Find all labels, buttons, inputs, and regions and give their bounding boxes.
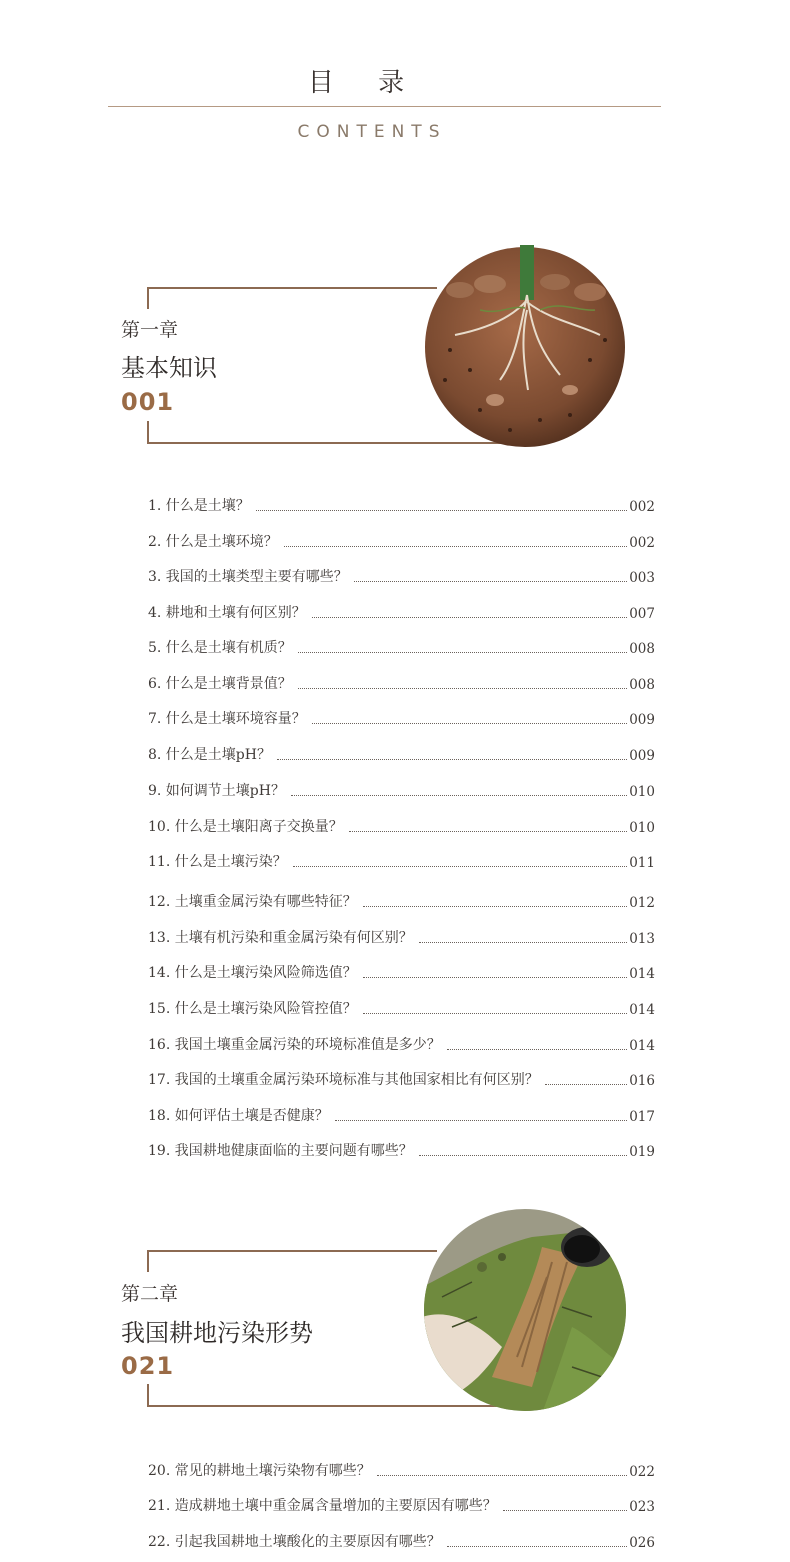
toc-entry-title: 20. 常见的耕地土壤污染物有哪些？ bbox=[148, 1463, 371, 1479]
toc-entry-page: 016 bbox=[629, 1073, 655, 1089]
toc-entry-title: 10. 什么是土壤阳离子交换量？ bbox=[148, 819, 343, 835]
toc-entry[interactable] bbox=[148, 891, 655, 911]
toc-entry[interactable] bbox=[148, 673, 655, 693]
toc-entry-title: 1. 什么是土壤？ bbox=[148, 498, 250, 514]
toc-entry[interactable] bbox=[148, 637, 655, 657]
toc-entry-title: 16. 我国土壤重金属污染的环境标准值是多少？ bbox=[148, 1037, 441, 1053]
chapter-1-name: 基本知识 bbox=[121, 354, 217, 382]
chapter-2-bracket-lower bbox=[147, 1384, 149, 1406]
leader-dots bbox=[291, 795, 627, 796]
toc-entry[interactable] bbox=[148, 1531, 655, 1551]
chapter-2-label: 第二章 bbox=[121, 1283, 179, 1305]
toc-entry-page: 026 bbox=[629, 1535, 655, 1551]
toc-entry-page: 011 bbox=[629, 855, 655, 871]
chapter-2-name: 我国耕地污染形势 bbox=[121, 1319, 313, 1347]
toc-entry[interactable] bbox=[148, 998, 655, 1018]
leader-dots bbox=[256, 510, 627, 511]
toc-entry-title: 5. 什么是土壤有机质？ bbox=[148, 640, 292, 656]
chapter-1-bracket-top bbox=[147, 287, 437, 289]
toc-entry-title: 19. 我国耕地健康面临的主要问题有哪些？ bbox=[148, 1143, 413, 1159]
toc-entry-title: 3. 我国的土壤类型主要有哪些？ bbox=[148, 569, 348, 585]
leader-dots bbox=[419, 1155, 628, 1156]
chapter-1-bracket-upper bbox=[147, 287, 149, 309]
toc-entry[interactable] bbox=[148, 1460, 655, 1480]
toc-entry-title: 21. 造成耕地土壤中重金属含量增加的主要原因有哪些？ bbox=[148, 1498, 497, 1514]
chapter-1-page[interactable]: 001 bbox=[121, 388, 175, 416]
toc-entry-page: 008 bbox=[629, 677, 655, 693]
toc-entry-page: 009 bbox=[629, 748, 655, 764]
toc-entry-page: 014 bbox=[629, 1002, 655, 1018]
toc-entry-title: 11. 什么是土壤污染？ bbox=[148, 854, 287, 870]
leader-dots bbox=[335, 1120, 628, 1121]
chapter-2-page[interactable]: 021 bbox=[121, 1352, 175, 1380]
toc-entry-page: 003 bbox=[629, 570, 655, 586]
toc-entry-page: 010 bbox=[629, 784, 655, 800]
leader-dots bbox=[545, 1084, 628, 1085]
toc-entry-title: 22. 引起我国耕地土壤酸化的主要原因有哪些？ bbox=[148, 1534, 441, 1550]
toc-entry-page: 014 bbox=[629, 1038, 655, 1054]
leader-dots bbox=[293, 866, 628, 867]
toc-entry[interactable] bbox=[148, 1140, 655, 1160]
toc-entry-title: 4. 耕地和土壤有何区别？ bbox=[148, 605, 306, 621]
leader-dots bbox=[277, 759, 627, 760]
toc-entry-page: 017 bbox=[629, 1109, 655, 1125]
leader-dots bbox=[298, 652, 627, 653]
toc-entry-title: 17. 我国的土壤重金属污染环境标准与其他国家相比有何区别？ bbox=[148, 1072, 539, 1088]
leader-dots bbox=[312, 617, 627, 618]
toc-entry-page: 002 bbox=[629, 535, 655, 551]
toc-entry-page: 007 bbox=[629, 606, 655, 622]
leader-dots bbox=[447, 1049, 628, 1050]
contents-subtitle: CONTENTS bbox=[297, 122, 447, 142]
toc-entry[interactable] bbox=[148, 851, 655, 871]
toc-entry-page: 013 bbox=[629, 931, 655, 947]
leader-dots bbox=[503, 1510, 628, 1511]
toc-entry-title: 13. 土壤有机污染和重金属污染有何区别？ bbox=[148, 930, 413, 946]
toc-entry-page: 014 bbox=[629, 966, 655, 982]
leader-dots bbox=[363, 1013, 628, 1014]
toc-entry[interactable] bbox=[148, 816, 655, 836]
chapter-2-bracket-upper bbox=[147, 1250, 149, 1272]
toc-entry[interactable] bbox=[148, 780, 655, 800]
toc-entry[interactable] bbox=[148, 708, 655, 728]
toc-entry-page: 008 bbox=[629, 641, 655, 657]
toc-entry-page: 009 bbox=[629, 712, 655, 728]
toc-entry-title: 9. 如何调节土壤pH？ bbox=[148, 783, 285, 799]
toc-entry[interactable] bbox=[148, 962, 655, 982]
leader-dots bbox=[354, 581, 627, 582]
toc-entry-page: 012 bbox=[629, 895, 655, 911]
toc-entry-title: 12. 土壤重金属污染有哪些特征？ bbox=[148, 894, 357, 910]
toc-entry[interactable] bbox=[148, 927, 655, 947]
polluted-outflow-pipe-icon bbox=[422, 1207, 628, 1413]
toc-entry-title: 18. 如何评估土壤是否健康？ bbox=[148, 1108, 329, 1124]
toc-entry[interactable] bbox=[148, 744, 655, 764]
chapter-1-label: 第一章 bbox=[121, 319, 179, 341]
leader-dots bbox=[298, 688, 627, 689]
toc-entry[interactable] bbox=[148, 495, 655, 515]
toc-entry-title: 15. 什么是土壤污染风险管控值？ bbox=[148, 1001, 357, 1017]
toc-entry-title: 8. 什么是土壤pH？ bbox=[148, 747, 271, 763]
toc-entry-page: 010 bbox=[629, 820, 655, 836]
leader-dots bbox=[419, 942, 628, 943]
page-title: 目 录 bbox=[307, 68, 423, 98]
soil-with-roots-icon bbox=[420, 240, 630, 450]
toc-entry-title: 14. 什么是土壤污染风险筛选值？ bbox=[148, 965, 357, 981]
leader-dots bbox=[363, 906, 628, 907]
toc-entry-title: 2. 什么是土壤环境？ bbox=[148, 534, 278, 550]
chapter-1-bracket-lower bbox=[147, 421, 149, 443]
toc-entry[interactable] bbox=[148, 1069, 655, 1089]
toc-entry[interactable] bbox=[148, 1105, 655, 1125]
toc-entry-title: 6. 什么是土壤背景值？ bbox=[148, 676, 292, 692]
toc-entry-title: 7. 什么是土壤环境容量？ bbox=[148, 711, 306, 727]
toc-entry-page: 002 bbox=[629, 499, 655, 515]
title-divider bbox=[108, 106, 661, 107]
toc-entry-page: 022 bbox=[629, 1464, 655, 1480]
leader-dots bbox=[363, 977, 628, 978]
toc-entry[interactable] bbox=[148, 1495, 655, 1515]
leader-dots bbox=[312, 723, 627, 724]
toc-entry-page: 023 bbox=[629, 1499, 655, 1515]
leader-dots bbox=[447, 1546, 628, 1547]
toc-entry[interactable] bbox=[148, 602, 655, 622]
leader-dots bbox=[377, 1475, 628, 1476]
toc-entry[interactable] bbox=[148, 1034, 655, 1054]
toc-entry-page: 019 bbox=[629, 1144, 655, 1160]
leader-dots bbox=[284, 546, 627, 547]
leader-dots bbox=[349, 831, 628, 832]
toc-entry[interactable] bbox=[148, 566, 655, 586]
chapter-2-bracket-top bbox=[147, 1250, 437, 1252]
toc-entry[interactable] bbox=[148, 531, 655, 551]
